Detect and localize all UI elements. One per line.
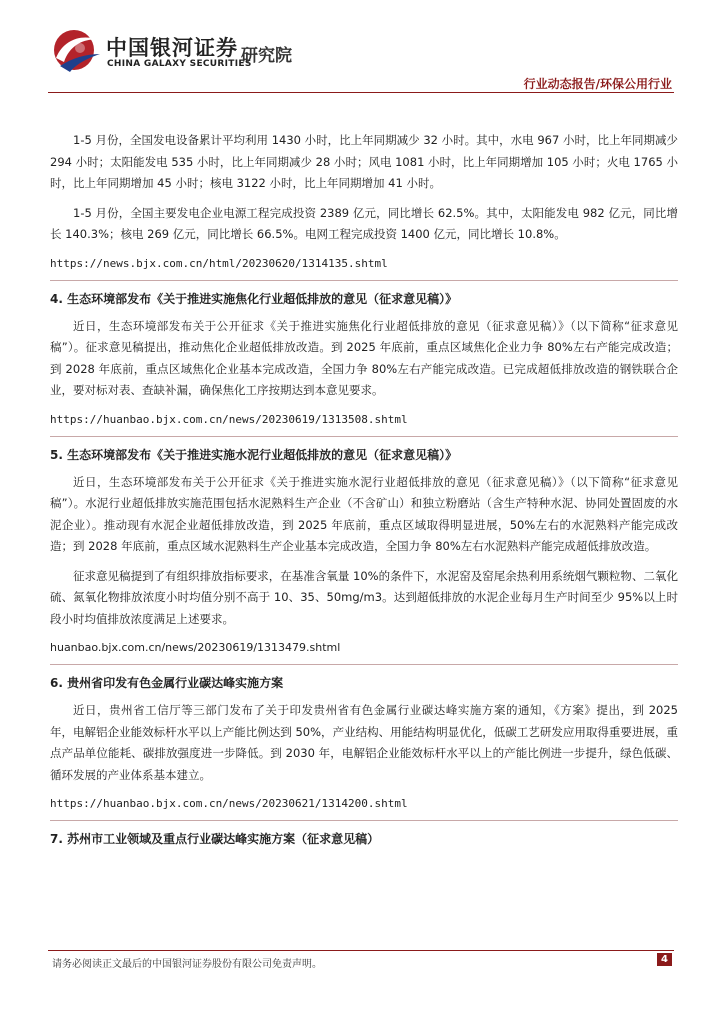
paragraph: 近日，生态环境部发布关于公开征求《关于推进实施水泥行业超低排放的意见（征求意见稿）》（以下简称“征求意见稿”）。水泥行业超低排放实施范围包括水泥熟料生产企业（不含矿山）和独立粉磨站（含生产特种水泥、协同处置固废的水泥企业）。推动现有水泥企业超低排放改造，到 2025 年底前，重点区域取得明显进展，50%左右的水泥熟料产能完成改造；到 2028 年底前，重点区域水泥熟料生产企业基本完成改造，全国力争 80%左右水泥熟料产能完成超低排放改造。 (50, 474, 678, 553)
source-link[interactable]: https://huanbao.bjx.com.cn/news/20230621/1314200.shtml (50, 797, 408, 810)
section-divider (50, 820, 678, 821)
section-heading: 6. 贵州省印发有色金属行业碳达峰实施方案 (50, 676, 284, 690)
paragraph: 征求意见稿提到了有组织排放指标要求，在基准含氧量 10%的条件下，水泥窑及窑尾余热利用系统烟气颗粒物、二氧化硫、氮氧化物排放浓度小时均值分别不高于 10、35、50mg/m3。达到超低排放的水泥企业每月生产时间至少 95%以上时段小时均值排放浓度满足上述要求。 (50, 568, 678, 626)
source-link[interactable]: huanbao.bjx.com.cn/news/20230619/1313479.shtml (50, 641, 341, 654)
paragraph: 1-5 月份，全国发电设备累计平均利用 1430 小时，比上年同期减少 32 小时。其中，水电 967 小时，比上年同期减少 294 小时；太阳能发电 535 小时，比上年同期减少 28 小时；风电 1081 小时，比上年同期增加 105 小时；火电 1765 小时，比上年同期增加 45 小时；核电 3122 小时，比上年同期增加 41 小时。 (50, 133, 678, 190)
disclaimer-text: 请务必阅读正文最后的中国银河证券股份有限公司免责声明。 (52, 959, 322, 970)
source-link[interactable]: https://news.bjx.com.cn/html/20230620/1314135.shtml (50, 256, 388, 270)
institute-label: 研究院 (241, 46, 292, 66)
section-divider (50, 664, 678, 665)
footer-divider (48, 950, 674, 951)
paragraph: 1-5 月份，全国主要发电企业电源工程完成投资 2389 亿元，同比增长 62.5%。其中，太阳能发电 982 亿元，同比增长 140.3%；核电 269 亿元，同比增长 66.5%。电网工程完成投资 1400 亿元，同比增长 10.8%。 (50, 205, 678, 241)
article-body (50, 130, 678, 856)
paragraph: 近日，贵州省工信厅等三部门发布了关于印发贵州省有色金属行业碳达峰实施方案的通知，《方案》提出，到 2025 年，电解铝企业能效标杆水平以上产能比例达到 50%，产业结构、用能结构明显优化，低碳工艺研发应用取得重要进展，重点产品单位能耗、碳排放强度进一步降低。到 2030 年，电解铝企业能效标杆水平以上的产能比例进一步提升，绿色低碳、循环发展的产业体系基本建立。 (50, 703, 678, 782)
galaxy-swirl-logo (50, 28, 102, 72)
section-divider (50, 436, 678, 437)
brand-name-cn: 中国银河证券 (106, 36, 238, 60)
section-heading: 4. 生态环境部发布《关于推进实施焦化行业超低排放的意见（征求意见稿）》 (50, 291, 458, 306)
report-category-tag: 行业动态报告/环保公用行业 (523, 77, 672, 91)
source-link[interactable]: https://huanbao.bjx.com.cn/news/20230619/1313508.shtml (50, 412, 408, 426)
brand-name-en: CHINA GALAXY SECURITIES (107, 59, 252, 69)
section-heading: 5. 生态环境部发布《关于推进实施水泥行业超低排放的意见（征求意见稿）》 (50, 447, 458, 462)
header-divider (48, 92, 674, 93)
page-number: 4 (657, 953, 672, 966)
section-heading: 7. 苏州市工业领域及重点行业碳达峰实施方案（征求意见稿） (50, 832, 380, 846)
section-divider (50, 280, 678, 281)
paragraph: 近日，生态环境部发布关于公开征求《关于推进实施焦化行业超低排放的意见（征求意见稿）》（以下简称“征求意见稿”）。征求意见稿提出，推动焦化企业超低排放改造。到 2025 年底前，重点区域焦化企业力争 80%左右产能完成改造；到 2028 年底前，重点区域焦化企业基本完成改造，全国力争 80%左右产能完成改造。已完成超低排放改造的钢铁联合企业，要对标对表、查缺补漏，确保焦化工序按期达到本意见要求。 (50, 318, 678, 397)
